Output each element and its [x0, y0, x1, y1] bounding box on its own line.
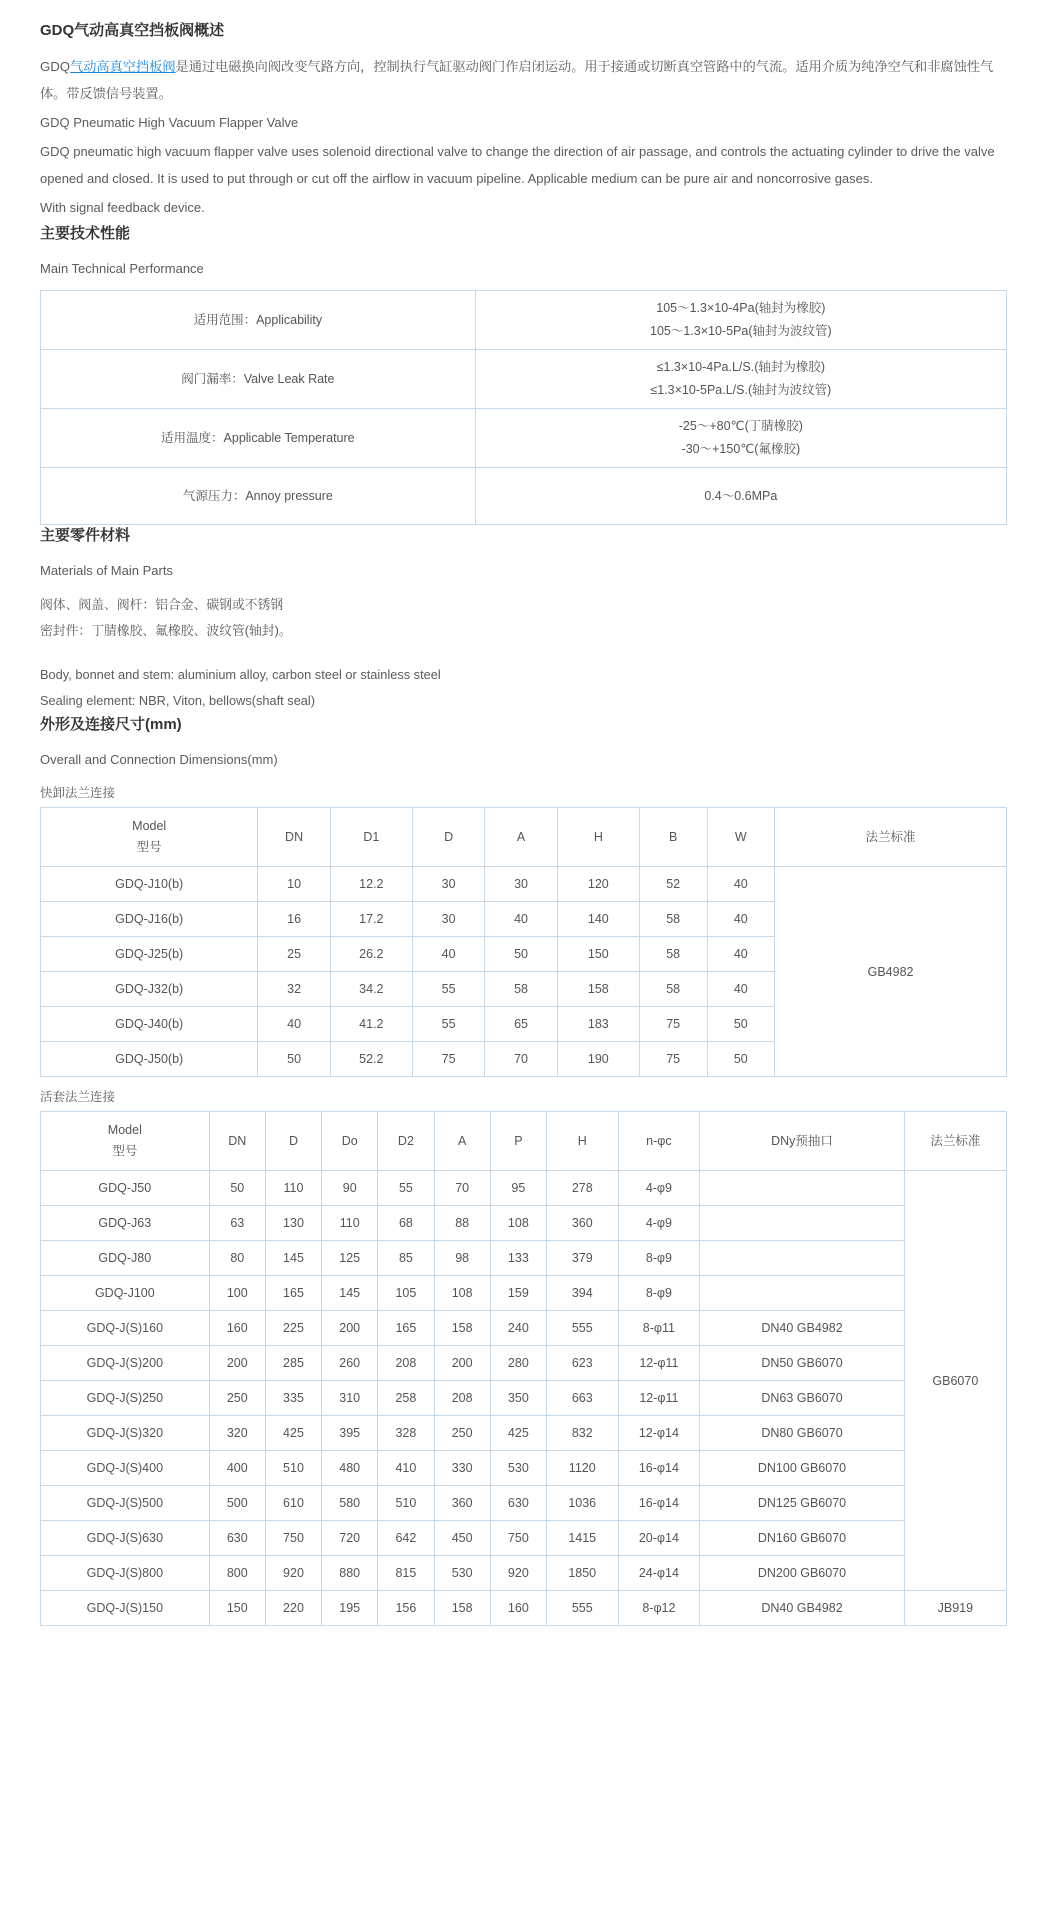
cell-b: 75	[639, 1007, 707, 1042]
cell-n-phi-c: 16-φ14	[618, 1451, 700, 1486]
cell-model: GDQ-J(S)150	[41, 1591, 210, 1626]
cell-dn: 10	[258, 867, 330, 902]
cell-model: GDQ-J(S)160	[41, 1311, 210, 1346]
dimensions-heading: 外形及连接尺寸(mm)	[40, 716, 182, 733]
table-row	[41, 1311, 1007, 1346]
cell-h: 183	[557, 1007, 639, 1042]
cell-model: GDQ-J25(b)	[41, 937, 258, 972]
table-row	[41, 1241, 1007, 1276]
cell-h: 140	[557, 902, 639, 937]
cell-d: 510	[265, 1451, 321, 1486]
table-row	[41, 1521, 1007, 1556]
cell-do: 720	[322, 1521, 378, 1556]
header-model	[41, 808, 258, 867]
cell-d: 55	[412, 1007, 484, 1042]
table-header-row	[41, 1112, 1007, 1171]
cell-h: 832	[546, 1416, 618, 1451]
cell-d: 40	[412, 937, 484, 972]
cell-dn: 40	[258, 1007, 330, 1042]
performance-value-applicability	[475, 291, 1006, 350]
cell-p: 159	[490, 1276, 546, 1311]
table-row	[41, 1206, 1007, 1241]
cell-do: 125	[322, 1241, 378, 1276]
table-row	[41, 1171, 1007, 1206]
cell-h: 120	[557, 867, 639, 902]
cell-model: GDQ-J100	[41, 1276, 210, 1311]
cell-h: 1036	[546, 1486, 618, 1521]
cell-p: 530	[490, 1451, 546, 1486]
cell-d2: 55	[378, 1171, 434, 1206]
overview-en-title: GDQ Pneumatic High Vacuum Flapper Valve	[40, 115, 299, 130]
cell-dny-port: DN80 GB6070	[700, 1416, 904, 1451]
cell-p: 160	[490, 1591, 546, 1626]
cell-dny-port: DN100 GB6070	[700, 1451, 904, 1486]
header-d: D	[265, 1112, 321, 1171]
cell-d: 220	[265, 1591, 321, 1626]
cell-d2: 208	[378, 1346, 434, 1381]
cell-d2: 328	[378, 1416, 434, 1451]
cell-h: 278	[546, 1171, 618, 1206]
header-d: D	[412, 808, 484, 867]
cell-h: 394	[546, 1276, 618, 1311]
header-a: A	[485, 808, 557, 867]
cell-dn: 50	[209, 1171, 265, 1206]
overview-cn-rest: 是通过电磁换向阀改变气路方向，控制执行气缸驱动阀门作启闭运动。用于接通或切断真空管路中的气流。适用介质为纯净空气和非腐蚀性气体。带反馈信号装置。	[40, 59, 994, 101]
cell-w: 40	[707, 972, 775, 1007]
performance-label-temperature: 适用温度：Applicable Temperature	[41, 409, 476, 468]
materials-cn-line-2: 密封件：丁腈橡胶、氟橡胶、波纹管(轴封)。	[40, 623, 292, 638]
cell-dny-port: DN40 GB4982	[700, 1591, 904, 1626]
cell-dn: 400	[209, 1451, 265, 1486]
cell-n-phi-c: 12-φ14	[618, 1416, 700, 1451]
cell-a: 88	[434, 1206, 490, 1241]
cell-n-phi-c: 8-φ12	[618, 1591, 700, 1626]
cell-n-phi-c: 8-φ9	[618, 1276, 700, 1311]
cell-dn: 16	[258, 902, 330, 937]
cell-d: 920	[265, 1556, 321, 1591]
cell-a: 450	[434, 1521, 490, 1556]
performance-value-annoy-pressure: 0.4～0.6MPa	[475, 468, 1006, 525]
cell-h: 623	[546, 1346, 618, 1381]
cell-do: 90	[322, 1171, 378, 1206]
cell-a: 70	[434, 1171, 490, 1206]
cell-d1: 34.2	[330, 972, 412, 1007]
materials-subtitle: Materials of Main Parts	[40, 563, 173, 578]
cell-dny-port	[700, 1276, 904, 1311]
header-model-en: Model	[107, 1123, 142, 1137]
quick-release-flange-table	[40, 807, 1007, 1077]
cell-dny-port	[700, 1171, 904, 1206]
cell-p: 280	[490, 1346, 546, 1381]
header-dn: DN	[258, 808, 330, 867]
cell-d: 75	[412, 1042, 484, 1077]
cell-dn: 63	[209, 1206, 265, 1241]
header-b: B	[639, 808, 707, 867]
cell-d: 285	[265, 1346, 321, 1381]
overview-en-body: GDQ pneumatic high vacuum flapper valve uses solenoid directional valve to change the direction of air passage, and controls the actuating cylinder to drive the valve opened and closed. It is used to put through or cut off the airflow in vacuum pipeline. Applicable medium can be pure air and noncorrosive gases.	[40, 144, 995, 186]
cell-dn: 160	[209, 1311, 265, 1346]
cell-d: 610	[265, 1486, 321, 1521]
cell-p: 350	[490, 1381, 546, 1416]
cell-d: 30	[412, 867, 484, 902]
header-h: H	[557, 808, 639, 867]
cell-n-phi-c: 8-φ9	[618, 1241, 700, 1276]
cell-d1: 26.2	[330, 937, 412, 972]
cell-h: 1120	[546, 1451, 618, 1486]
table-header-row	[41, 808, 1007, 867]
cell-b: 58	[639, 972, 707, 1007]
cell-d: 145	[265, 1241, 321, 1276]
cell-a: 208	[434, 1381, 490, 1416]
cell-do: 395	[322, 1416, 378, 1451]
table2-caption: 活套法兰连接	[40, 1090, 116, 1104]
header-d2: D2	[378, 1112, 434, 1171]
cell-h: 663	[546, 1381, 618, 1416]
cell-model: GDQ-J(S)630	[41, 1521, 210, 1556]
header-p: P	[490, 1112, 546, 1171]
cell-p: 425	[490, 1416, 546, 1451]
cell-dn: 200	[209, 1346, 265, 1381]
cell-do: 880	[322, 1556, 378, 1591]
table-row	[41, 1486, 1007, 1521]
cell-n-phi-c: 24-φ14	[618, 1556, 700, 1591]
table-row	[41, 867, 1007, 902]
cell-h: 1850	[546, 1556, 618, 1591]
cell-b: 58	[639, 937, 707, 972]
cell-a: 158	[434, 1591, 490, 1626]
cell-p: 750	[490, 1521, 546, 1556]
header-model-cn: 型号	[112, 1144, 138, 1158]
cell-a: 330	[434, 1451, 490, 1486]
table-row	[41, 350, 1007, 409]
cell-flange-standard-last: JB919	[904, 1591, 1006, 1626]
cell-d2: 410	[378, 1451, 434, 1486]
cell-do: 260	[322, 1346, 378, 1381]
cell-h: 555	[546, 1591, 618, 1626]
cell-model: GDQ-J63	[41, 1206, 210, 1241]
cell-dny-port: DN50 GB6070	[700, 1346, 904, 1381]
value-line-1: ≤1.3×10-4Pa.L/S.(轴封为橡胶)	[656, 360, 826, 374]
cell-model: GDQ-J40(b)	[41, 1007, 258, 1042]
cell-d: 225	[265, 1311, 321, 1346]
cell-dny-port: DN160 GB6070	[700, 1521, 904, 1556]
cell-b: 75	[639, 1042, 707, 1077]
cell-d2: 258	[378, 1381, 434, 1416]
cell-flange-standard: GB6070	[904, 1171, 1006, 1591]
cell-d: 335	[265, 1381, 321, 1416]
cell-dn: 320	[209, 1416, 265, 1451]
cell-h: 1415	[546, 1521, 618, 1556]
cell-model: GDQ-J10(b)	[41, 867, 258, 902]
cell-d: 130	[265, 1206, 321, 1241]
cell-w: 50	[707, 1042, 775, 1077]
cell-model: GDQ-J16(b)	[41, 902, 258, 937]
cell-model: GDQ-J80	[41, 1241, 210, 1276]
overview-en-note: With signal feedback device.	[40, 200, 205, 215]
cell-w: 40	[707, 937, 775, 972]
cell-a: 50	[485, 937, 557, 972]
materials-en-line-2: Sealing element: NBR, Viton, bellows(shaft seal)	[40, 693, 316, 708]
cell-d2: 165	[378, 1311, 434, 1346]
table-row	[41, 1276, 1007, 1311]
cell-flange-standard: GB4982	[775, 867, 1007, 1077]
cell-p: 108	[490, 1206, 546, 1241]
cell-d: 55	[412, 972, 484, 1007]
header-dn: DN	[209, 1112, 265, 1171]
cell-do: 145	[322, 1276, 378, 1311]
cell-d: 110	[265, 1171, 321, 1206]
cell-do: 195	[322, 1591, 378, 1626]
header-model	[41, 1112, 210, 1171]
pneumatic-valve-link[interactable]: 气动高真空挡板阀	[70, 59, 176, 74]
cell-h: 360	[546, 1206, 618, 1241]
cell-d1: 17.2	[330, 902, 412, 937]
cell-w: 40	[707, 902, 775, 937]
performance-value-temperature	[475, 409, 1006, 468]
cell-a: 58	[485, 972, 557, 1007]
value-line-1: -25～+80℃(丁腈橡胶)	[678, 419, 803, 433]
cell-dn: 150	[209, 1591, 265, 1626]
cell-n-phi-c: 4-φ9	[618, 1206, 700, 1241]
cell-a: 65	[485, 1007, 557, 1042]
cell-dny-port: DN125 GB6070	[700, 1486, 904, 1521]
header-d1: D1	[330, 808, 412, 867]
cell-dny-port: DN63 GB6070	[700, 1381, 904, 1416]
cell-model: GDQ-J(S)250	[41, 1381, 210, 1416]
cell-p: 920	[490, 1556, 546, 1591]
cell-n-phi-c: 20-φ14	[618, 1521, 700, 1556]
cell-n-phi-c: 12-φ11	[618, 1381, 700, 1416]
cell-dn: 100	[209, 1276, 265, 1311]
cell-h: 190	[557, 1042, 639, 1077]
cell-model: GDQ-J50	[41, 1171, 210, 1206]
performance-label-annoy-pressure: 气源压力：Annoy pressure	[41, 468, 476, 525]
cell-model: GDQ-J(S)800	[41, 1556, 210, 1591]
cell-a: 70	[485, 1042, 557, 1077]
table-row	[41, 1346, 1007, 1381]
cell-model: GDQ-J50(b)	[41, 1042, 258, 1077]
cell-h: 555	[546, 1311, 618, 1346]
table-row	[41, 468, 1007, 525]
cell-do: 480	[322, 1451, 378, 1486]
header-dny-port: DNy预抽口	[700, 1112, 904, 1171]
cell-w: 50	[707, 1007, 775, 1042]
cell-b: 52	[639, 867, 707, 902]
table1-caption: 快卸法兰连接	[40, 786, 116, 800]
cell-model: GDQ-J(S)500	[41, 1486, 210, 1521]
cell-dn: 80	[209, 1241, 265, 1276]
cell-d2: 815	[378, 1556, 434, 1591]
cell-n-phi-c: 4-φ9	[618, 1171, 700, 1206]
cell-model: GDQ-J32(b)	[41, 972, 258, 1007]
cell-d2: 85	[378, 1241, 434, 1276]
cell-h: 150	[557, 937, 639, 972]
loose-flange-table	[40, 1111, 1007, 1626]
cell-w: 40	[707, 867, 775, 902]
cell-do: 310	[322, 1381, 378, 1416]
cell-p: 95	[490, 1171, 546, 1206]
cell-d: 425	[265, 1416, 321, 1451]
performance-label-applicability: 适用范围：Applicability	[41, 291, 476, 350]
performance-label-leak-rate: 阀门漏率：Valve Leak Rate	[41, 350, 476, 409]
cell-a: 250	[434, 1416, 490, 1451]
value-line-2: -30～+150℃(氟橡胶)	[681, 442, 801, 456]
cell-do: 110	[322, 1206, 378, 1241]
cell-n-phi-c: 12-φ11	[618, 1346, 700, 1381]
cell-a: 30	[485, 867, 557, 902]
table-row	[41, 409, 1007, 468]
cell-d: 165	[265, 1276, 321, 1311]
cell-model: GDQ-J(S)200	[41, 1346, 210, 1381]
cell-a: 158	[434, 1311, 490, 1346]
cell-do: 580	[322, 1486, 378, 1521]
performance-heading: 主要技术性能	[40, 225, 131, 242]
cell-do: 200	[322, 1311, 378, 1346]
cell-d1: 52.2	[330, 1042, 412, 1077]
performance-table	[40, 290, 1007, 525]
cell-b: 58	[639, 902, 707, 937]
performance-value-leak-rate	[475, 350, 1006, 409]
cell-a: 108	[434, 1276, 490, 1311]
cell-dny-port	[700, 1241, 904, 1276]
materials-en-line-1: Body, bonnet and stem: aluminium alloy, carbon steel or stainless steel	[40, 667, 441, 682]
cell-model: GDQ-J(S)400	[41, 1451, 210, 1486]
cell-d2: 642	[378, 1521, 434, 1556]
header-h: H	[546, 1112, 618, 1171]
dimensions-subtitle: Overall and Connection Dimensions(mm)	[40, 752, 278, 767]
overview-heading: GDQ气动高真空挡板阀概述	[40, 22, 225, 39]
header-w: W	[707, 808, 775, 867]
cell-dny-port	[700, 1206, 904, 1241]
cell-a: 200	[434, 1346, 490, 1381]
cell-n-phi-c: 16-φ14	[618, 1486, 700, 1521]
cell-d2: 156	[378, 1591, 434, 1626]
cell-a: 40	[485, 902, 557, 937]
header-model-en: Model	[132, 819, 167, 833]
header-n-phi-c: n-φc	[618, 1112, 700, 1171]
table-row	[41, 1451, 1007, 1486]
cell-d2: 510	[378, 1486, 434, 1521]
materials-heading: 主要零件材料	[40, 527, 131, 544]
cell-model: GDQ-J(S)320	[41, 1416, 210, 1451]
overview-cn-prefix: GDQ	[40, 59, 71, 74]
cell-dn: 32	[258, 972, 330, 1007]
cell-p: 240	[490, 1311, 546, 1346]
cell-n-phi-c: 8-φ11	[618, 1311, 700, 1346]
cell-d2: 105	[378, 1276, 434, 1311]
cell-h: 158	[557, 972, 639, 1007]
materials-cn-line-1: 阀体、阀盖、阀杆：铝合金、碳钢或不锈钢	[40, 597, 284, 612]
cell-h: 379	[546, 1241, 618, 1276]
cell-dn: 630	[209, 1521, 265, 1556]
cell-d: 30	[412, 902, 484, 937]
cell-dn: 50	[258, 1042, 330, 1077]
materials-spacer	[40, 644, 1007, 662]
table-row	[41, 291, 1007, 350]
cell-a: 360	[434, 1486, 490, 1521]
cell-d2: 68	[378, 1206, 434, 1241]
cell-d1: 12.2	[330, 867, 412, 902]
cell-dny-port: DN40 GB4982	[700, 1311, 904, 1346]
cell-dn: 800	[209, 1556, 265, 1591]
table-row	[41, 1381, 1007, 1416]
value-line-2: 105～1.3×10-5Pa(轴封为波纹管)	[650, 324, 832, 338]
table-row	[41, 1591, 1007, 1626]
header-flange-standard: 法兰标准	[775, 808, 1007, 867]
cell-a: 530	[434, 1556, 490, 1591]
header-flange-standard: 法兰标准	[904, 1112, 1006, 1171]
cell-p: 630	[490, 1486, 546, 1521]
cell-a: 98	[434, 1241, 490, 1276]
overview-paragraph-cn	[40, 53, 1007, 107]
cell-dny-port: DN200 GB6070	[700, 1556, 904, 1591]
cell-dn: 250	[209, 1381, 265, 1416]
cell-p: 133	[490, 1241, 546, 1276]
cell-dn: 25	[258, 937, 330, 972]
cell-dn: 500	[209, 1486, 265, 1521]
performance-subtitle: Main Technical Performance	[40, 261, 204, 276]
table-row	[41, 1556, 1007, 1591]
value-line-2: ≤1.3×10-5Pa.L/S.(轴封为波纹管)	[650, 383, 832, 397]
cell-d1: 41.2	[330, 1007, 412, 1042]
table-row	[41, 1416, 1007, 1451]
header-a: A	[434, 1112, 490, 1171]
header-model-cn: 型号	[136, 840, 162, 854]
header-do: Do	[322, 1112, 378, 1171]
value-line-1: 105～1.3×10-4Pa(轴封为橡胶)	[656, 301, 826, 315]
cell-d: 750	[265, 1521, 321, 1556]
